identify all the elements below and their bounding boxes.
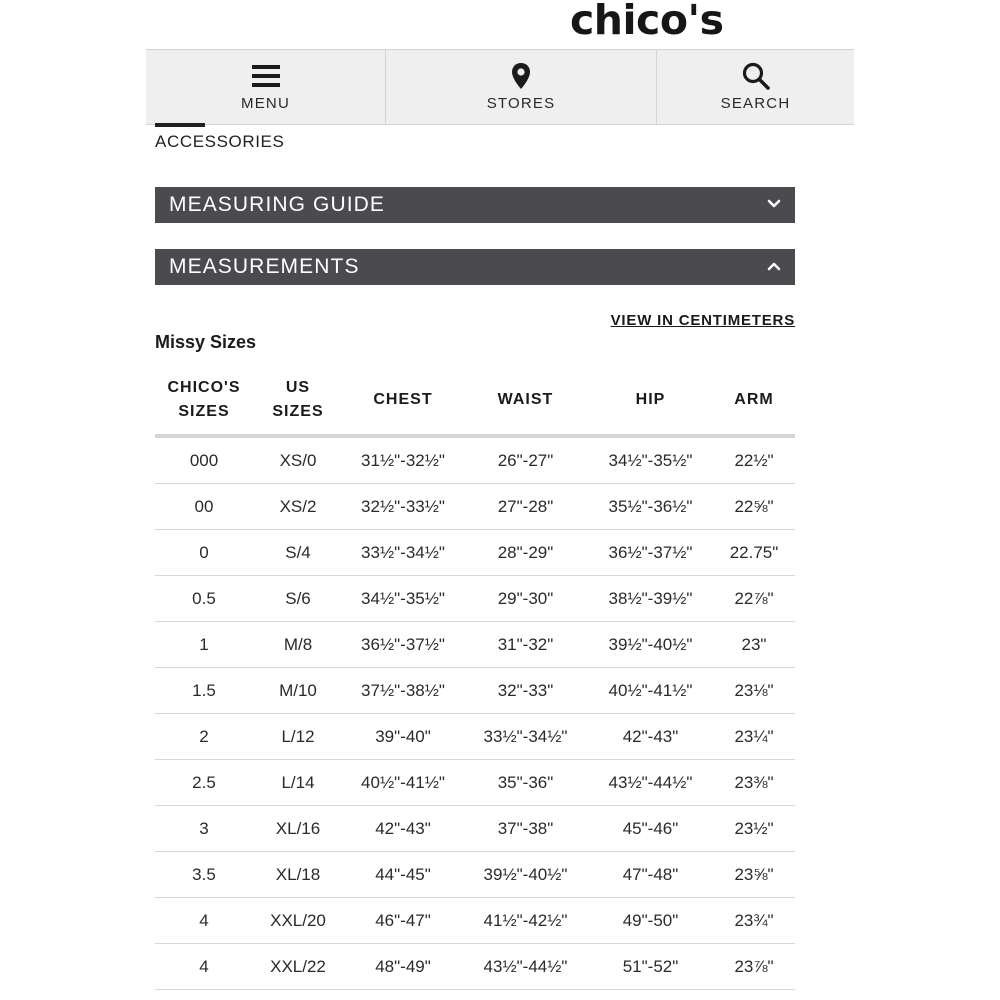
table-cell-waist: 26"-27" [463,436,588,484]
table-cell-hip: 40½"-41½" [588,668,713,714]
table-cell-chicos-sizes: 4 [155,898,253,944]
table-cell-arm: 23⅞" [713,944,795,990]
view-in-centimeters-link[interactable]: VIEW IN CENTIMETERS [610,312,795,329]
table-cell-hip: 42"-43" [588,714,713,760]
table-cell-chest: 48"-49" [343,944,463,990]
active-tab-indicator [155,123,205,127]
table-cell-chest: 39"-40" [343,714,463,760]
table-cell-waist: 35"-36" [463,760,588,806]
table-cell-arm: 23" [713,622,795,668]
stores-label: STORES [486,95,556,112]
table-row [155,714,795,760]
table-cell-chicos-sizes: 3 [155,806,253,852]
table-cell-chicos-sizes: 4 [155,944,253,990]
menu-label: MENU [241,95,290,112]
table-cell-chest: 32½"-33½" [343,484,463,530]
table-cell-chicos-sizes: 000 [155,436,253,484]
table-cell-chicos-sizes: 3.5 [155,852,253,898]
table-cell-hip: 34½"-35½" [588,436,713,484]
table-cell-waist: 27"-28" [463,484,588,530]
table-cell-us-sizes: L/12 [253,714,343,760]
table-cell-chicos-sizes: 2 [155,714,253,760]
table-row [155,944,795,990]
table-cell-chicos-sizes: 2.5 [155,760,253,806]
table-row [155,852,795,898]
table-cell-waist: 33½"-34½" [463,714,588,760]
table-cell-hip: 51"-52" [588,944,713,990]
table-row [155,760,795,806]
measurements-title: MEASUREMENTS [169,255,360,278]
table-row [155,436,795,484]
chevron-up-icon [767,258,781,276]
table-cell-arm: 23¼" [713,714,795,760]
table-cell-arm: 23⅜" [713,760,795,806]
size-chart-table [155,366,795,990]
table-row [155,622,795,668]
table-cell-hip: 38½"-39½" [588,576,713,622]
table-cell-chicos-sizes: 0 [155,530,253,576]
table-cell-arm: 22⅝" [713,484,795,530]
table-cell-us-sizes: M/10 [253,668,343,714]
table-cell-arm: 22⅞" [713,576,795,622]
table-cell-hip: 39½"-40½" [588,622,713,668]
table-cell-chest: 31½"-32½" [343,436,463,484]
table-cell-us-sizes: XL/18 [253,852,343,898]
table-cell-hip: 45"-46" [588,806,713,852]
table-cell-us-sizes: S/6 [253,576,343,622]
table-row [155,576,795,622]
table-cell-chest: 36½"-37½" [343,622,463,668]
table-cell-arm: 23½" [713,806,795,852]
measuring-guide-title: MEASURING GUIDE [169,193,386,216]
top-nav-bar [146,49,854,125]
table-cell-chest: 34½"-35½" [343,576,463,622]
table-cell-chicos-sizes: 0.5 [155,576,253,622]
table-row [155,484,795,530]
section-title-missy-sizes: Missy Sizes [155,332,257,352]
table-cell-chest: 33½"-34½" [343,530,463,576]
table-cell-us-sizes: XL/16 [253,806,343,852]
table-cell-us-sizes: M/8 [253,622,343,668]
stores-button[interactable] [386,50,657,124]
column-header-us-sizes: US SIZES [253,366,343,436]
table-row [155,806,795,852]
category-accessories-link[interactable]: ACCESSORIES [155,132,285,151]
table-cell-chicos-sizes: 1.5 [155,668,253,714]
table-cell-waist: 31"-32" [463,622,588,668]
table-cell-waist: 29"-30" [463,576,588,622]
location-pin-icon [511,61,531,91]
table-header-row [155,366,795,436]
table-cell-arm: 22.75" [713,530,795,576]
table-cell-hip: 49"-50" [588,898,713,944]
table-cell-chest: 37½"-38½" [343,668,463,714]
table-cell-us-sizes: XS/0 [253,436,343,484]
table-cell-us-sizes: S/4 [253,530,343,576]
column-header-chest: CHEST [343,366,463,436]
table-cell-us-sizes: L/14 [253,760,343,806]
table-row [155,668,795,714]
table-cell-waist: 28"-29" [463,530,588,576]
table-row [155,898,795,944]
table-cell-hip: 43½"-44½" [588,760,713,806]
table-cell-arm: 23¾" [713,898,795,944]
brand-logo[interactable]: chico's [570,0,724,44]
table-cell-chicos-sizes: 1 [155,622,253,668]
table-cell-chest: 42"-43" [343,806,463,852]
table-cell-waist: 32"-33" [463,668,588,714]
table-row [155,530,795,576]
column-header-waist: WAIST [463,366,588,436]
table-cell-chicos-sizes: 00 [155,484,253,530]
table-cell-waist: 43½"-44½" [463,944,588,990]
table-cell-arm: 23⅛" [713,668,795,714]
hamburger-icon [252,61,280,91]
search-label: SEARCH [720,95,791,112]
column-header-arm: ARM [713,366,795,436]
table-cell-waist: 39½"-40½" [463,852,588,898]
table-cell-chest: 40½"-41½" [343,760,463,806]
table-cell-waist: 37"-38" [463,806,588,852]
table-cell-waist: 41½"-42½" [463,898,588,944]
table-cell-us-sizes: XXL/20 [253,898,343,944]
chevron-down-icon [767,196,781,214]
table-cell-chest: 44"-45" [343,852,463,898]
column-header-hip: HIP [588,366,713,436]
table-cell-arm: 23⅝" [713,852,795,898]
measurements-accordion[interactable] [155,249,795,285]
table-cell-us-sizes: XXL/22 [253,944,343,990]
measuring-guide-accordion[interactable] [155,187,795,223]
table-cell-us-sizes: XS/2 [253,484,343,530]
table-cell-hip: 47"-48" [588,852,713,898]
table-cell-arm: 22½" [713,436,795,484]
search-icon [742,61,770,91]
table-cell-hip: 36½"-37½" [588,530,713,576]
menu-button[interactable] [146,50,386,124]
column-header-chicos-sizes: CHICO'S SIZES [155,366,253,436]
table-cell-chest: 46"-47" [343,898,463,944]
search-button[interactable] [657,50,854,124]
table-cell-hip: 35½"-36½" [588,484,713,530]
